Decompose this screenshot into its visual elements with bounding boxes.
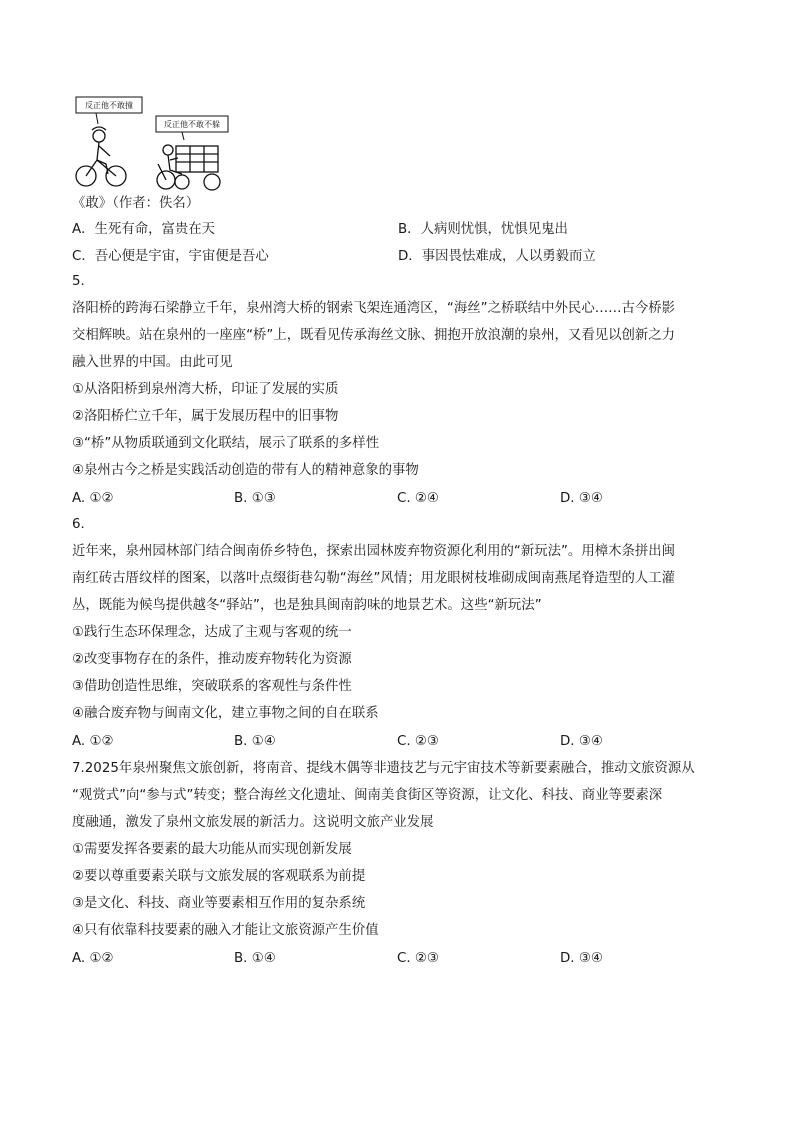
q6-option-a: A. ①②	[72, 734, 114, 749]
q5-statement-4: ④泉州古今之桥是实践活动创造的带有人的精神意象的事物	[72, 463, 419, 478]
q7-option-b: B. ①④	[234, 951, 276, 966]
q6-number: 6.	[72, 517, 85, 532]
q6-stem-line: 南红砖古厝纹样的图案，以落叶点缀街巷勾勒“海丝”风情；用龙眼树枝堆砌成闽南燕尾脊造型的人工灌	[72, 571, 676, 586]
tricycle-cart	[157, 145, 220, 190]
q4-option-b: B．人病则忧惧，忧惧见鬼出	[398, 222, 568, 237]
q6-option-b: B. ①④	[234, 734, 276, 749]
q5-statement-3: ③“桥”从物质联通到文化联结，展示了联系的多样性	[72, 436, 380, 451]
cartoon-caption: 《敢》（作者：佚名）	[72, 196, 200, 211]
q7-statement-1: ①需要发挥各要素的最大功能从而实现创新发展	[72, 842, 352, 857]
q5-stem-line: 洛阳桥的跨海石梁静立千年，泉州湾大桥的钢索飞架连通湾区，“海丝”之桥联结中外民心……古今桥影	[72, 301, 676, 316]
q6-stem-line: 近年来，泉州园林部门结合闽南侨乡特色，探索出园林废弃物资源化利用的“新玩法”。用樟木条拼出闽	[72, 544, 676, 559]
q5-number: 5.	[72, 274, 85, 289]
q7-stem-line: “观赏式”向“参与式”转变；整合海丝文化遗址、闽南美食街区等资源，让文化、科技、商业等要素深	[72, 788, 663, 803]
cyclist-figure	[76, 127, 126, 186]
q7-option-d: D. ③④	[560, 951, 603, 966]
q6-statement-3: ③借助创造性思维，突破联系的客观性与条件性	[72, 679, 352, 694]
q7-statement-4: ④只有依靠科技要素的融入才能让文旅资源产生价值	[72, 923, 379, 938]
q5-stem-line: 交相辉映。站在泉州的一座座“桥”上，既看见传承海丝文脉、拥抱开放浪潮的泉州，又看见以创新之力	[72, 328, 676, 343]
bubble-right-text: 反正他不敢不躲	[164, 120, 220, 129]
q7-statement-3: ③是文化、科技、商业等要素相互作用的复杂系统	[72, 896, 366, 911]
q4-option-d: D．事因畏怯难成，人以勇毅而立	[398, 249, 596, 264]
q6-option-c: C. ②③	[397, 734, 439, 749]
q6-statement-2: ②改变事物存在的条件，推动废弃物转化为资源	[72, 652, 352, 667]
q5-statement-2: ②洛阳桥伫立千年，属于发展历程中的旧事物	[72, 409, 339, 424]
bubble-left-text: 反正他不敢撞	[85, 101, 133, 110]
q7-stem-line: 度融通，激发了泉州文旅发展的新活力。这说明文旅产业发展	[72, 815, 434, 830]
q4-option-a: A．生死有命，富贵在天	[72, 222, 216, 237]
q5-option-b: B. ①③	[234, 491, 276, 506]
q7-statement-2: ②要以尊重要素关联与文旅发展的客观联系为前提	[72, 869, 366, 884]
cartoon-illustration	[72, 94, 232, 194]
q7-option-a: A. ①②	[72, 951, 114, 966]
q7-stem-line: 7.2025年泉州聚焦文旅创新，将南音、提线木偶等非遗技艺与元宇宙技术等新要素融合，推动文旅资源从	[72, 761, 695, 776]
q5-stem-line: 融入世界的中国。由此可见	[72, 355, 233, 370]
q5-option-a: A. ①②	[72, 491, 114, 506]
q6-statement-4: ④融合废弃物与闽南文化，建立事物之间的自在联系	[72, 706, 379, 721]
q4-option-c: C．吾心便是宇宙，宇宙便是吾心	[72, 249, 269, 264]
q6-stem-line: 丛，既能为候鸟提供越冬“驿站”，也是独具闽南韵味的地景艺术。这些“新玩法”	[72, 598, 542, 613]
q6-statement-1: ①践行生态环保理念，达成了主观与客观的统一	[72, 625, 352, 640]
q5-option-d: D. ③④	[560, 491, 603, 506]
q7-option-c: C. ②③	[397, 951, 439, 966]
q5-statement-1: ①从洛阳桥到泉州湾大桥，印证了发展的实质	[72, 382, 339, 397]
q5-option-c: C. ②④	[397, 491, 439, 506]
q6-option-d: D. ③④	[560, 734, 603, 749]
